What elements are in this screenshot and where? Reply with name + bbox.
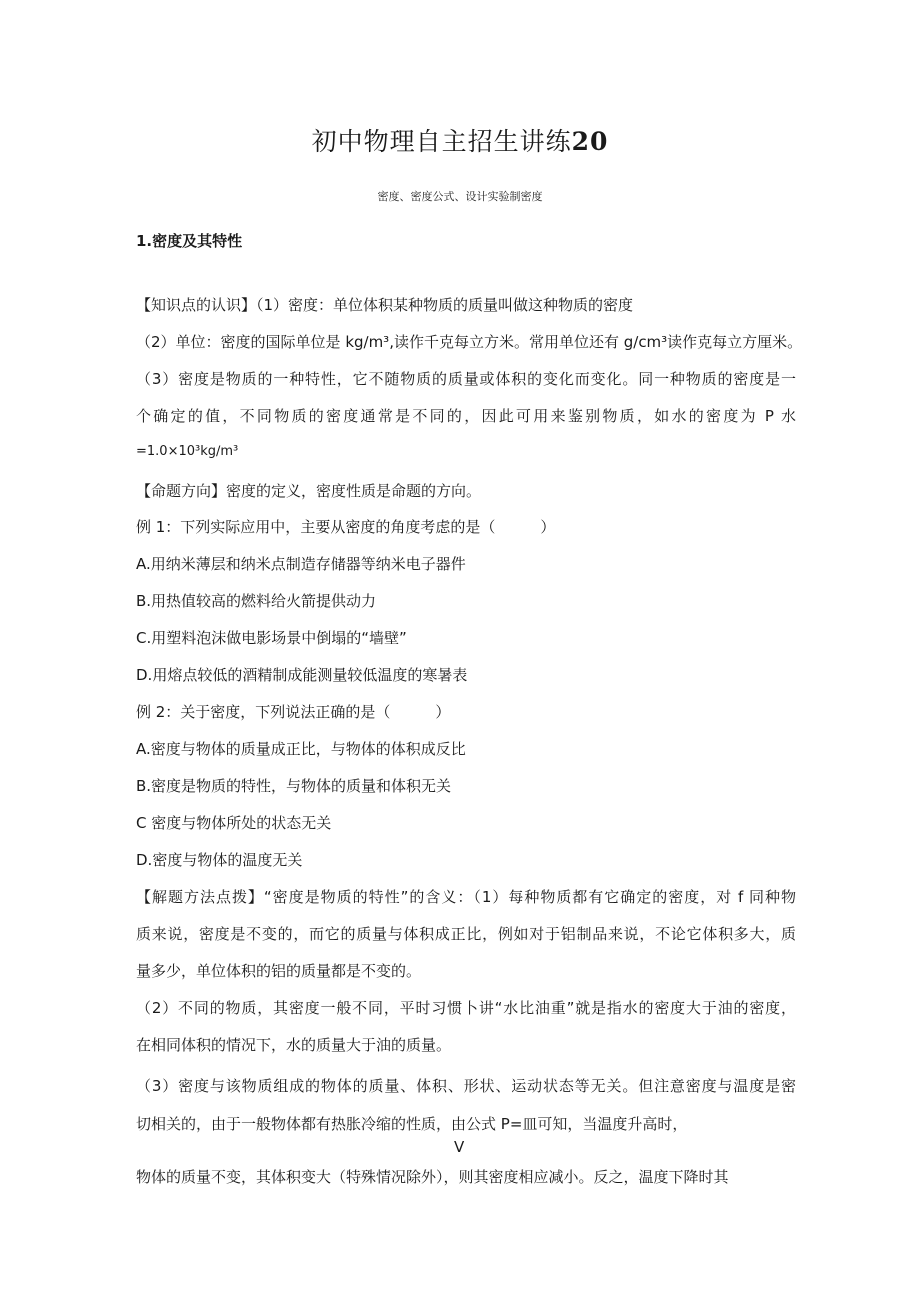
text-line: C 密度与物体所处的状态无关 [136,814,332,832]
text-line: 【知识点的认识】（1）密度：单位体积某种物质的质量叫做这种物质的密度 [136,296,634,314]
text-line: 例 2：关于密度，下列说法正确的是（ ） [136,703,451,721]
text-line: （3）密度与该物质组成的物体的质量、体积、形状、运动状态等无关。但注意密度与温度是密 [136,1077,796,1095]
text-line: C.用塑料泡沫做电影场景中倒塌的“墙壁” [136,629,407,647]
text-line: （2）不同的物质，其密度一般不同，平时习惯卜讲“水比油重”就是指水的密度大于油的密度， [136,999,796,1017]
text-line: 【解题方法点拨】“密度是物质的特性”的含义：（1）每种物质都有它确定的密度，对 f 同种物 [136,888,796,906]
title-text: 初中物理自主招生讲练 [311,127,572,156]
text-line: 物体的质量不变，其体积变大（特殊情况除外），则其密度相应减小。反之，温度下降时其 [136,1168,729,1186]
text-line: D.用熔点较低的酒精制成能测量较低温度的寒暑表 [136,666,468,684]
text-line: 【命题方向】密度的定义，密度性质是命题的方向。 [136,482,482,500]
text-line: D.密度与物体的温度无关 [136,851,303,869]
text-line: 例 1：下列实际应用中，主要从密度的角度考虑的是（ ） [136,518,556,536]
document-title [0,122,920,158]
text-line: =1.0×10³kg∕m³ [136,444,239,459]
text-line: 质来说，密度是不变的，而它的质量与体积成正比，例如对于铝制品来说，不论它体积多大，质 [136,925,796,943]
title-number: 20 [571,127,609,156]
text-line: 个确定的值，不同物质的密度通常是不同的，因此可用来鉴别物质，如水的密度为 P 水 [136,407,796,425]
text-line: 量多少，单位体积的铝的质量都是不变的。 [136,962,422,980]
document-subtitle: 密度、密度公式、设计实验制密度 [377,190,543,203]
section-heading: 1.密度及其特性 [136,232,243,250]
text-line: （2）单位：密度的国际单位是 kg∕m³,读作千克每立方米。常用单位还有 g∕cm³读作克每立方厘米。 [136,333,803,351]
text-line: A.密度与物体的质量成正比，与物体的体积成反比 [136,740,466,758]
text-line: 在相同体积的情况下，水的质量大于油的质量。 [136,1036,452,1054]
text-line: B.用热值较高的燃料给火箭提供动力 [136,592,377,610]
formula-denominator: V [454,1138,465,1156]
text-line: A.用纳米薄层和纳米点制造存储器等纳米电子器件 [136,555,466,573]
text-line: （3）密度是物质的一种特性，它不随物质的质量或体积的变化而变化。同一种物质的密度是一 [136,370,796,388]
text-line: 切相关的，由于一般物体都有热胀冷缩的性质，由公式 P=皿可知，当温度升高时， [136,1115,688,1133]
text-line: B.密度是物质的特性，与物体的质量和体积无关 [136,777,452,795]
